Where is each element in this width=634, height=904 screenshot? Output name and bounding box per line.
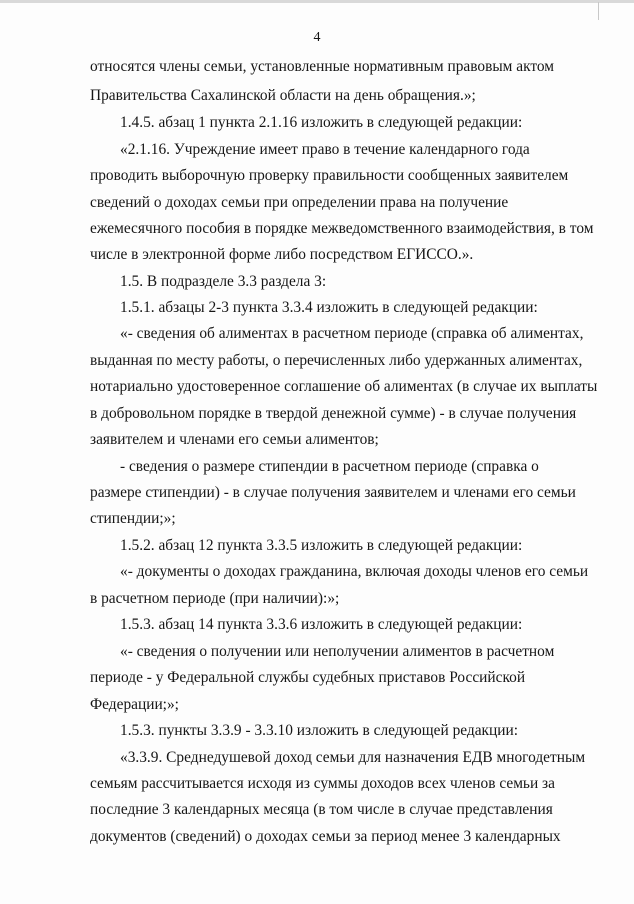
text-line: «- сведения о получении или неполучении алиментов в расчетном <box>120 643 555 660</box>
text-line: 1.4.5. абзац 1 пункта 2.1.16 изложить в следующей редакции: <box>120 114 523 131</box>
text-line: нотариально удостоверенное соглашение об алиментах (в случае их выплаты <box>90 378 598 395</box>
text-line: в расчетном периоде (при наличии):»; <box>90 590 340 607</box>
scan-artifact-line <box>598 2 599 20</box>
text-line: 1.5.3. пункты 3.3.9 - 3.3.10 изложить в следующей редакции: <box>120 722 519 739</box>
text-line: числе в электронной форме либо посредством ЕГИССО.». <box>90 246 474 263</box>
text-line: 1.5. В подразделе 3.3 раздела 3: <box>120 273 327 290</box>
text-line: «3.3.9. Среднедушевой доход семьи для назначения ЕДВ многодетным <box>120 749 586 766</box>
text-line: семьям рассчитывается исходя из суммы доходов всех членов семьи за <box>90 775 555 792</box>
page-top-edge <box>0 0 634 3</box>
text-line: последние 3 календарных месяца (в том числе в случае представления <box>90 801 553 818</box>
text-line: «- документы о доходах гражданина, включая доходы членов его семьи <box>120 563 589 580</box>
text-line: 1.5.1. абзацы 2-3 пункта 3.3.4 изложить в следующей редакции: <box>120 299 538 316</box>
text-line: - сведения о размере стипендии в расчетном периоде (справка о <box>120 458 539 475</box>
text-line: размере стипендии) - в случае получения заявителем и членами его семьи <box>90 484 576 501</box>
text-line: Правительства Сахалинской области на день обращения.»; <box>90 87 476 104</box>
page-number: 4 <box>313 30 321 45</box>
text-line: стипендии;»; <box>90 510 176 527</box>
text-line: выданная по месту работы, о перечисленных либо удержанных алиментах, <box>90 352 583 369</box>
text-line: документов (сведений) о доходах семьи за период менее 3 календарных <box>90 828 561 845</box>
text-line: заявителем и членами его семьи алиментов; <box>90 431 379 448</box>
text-line: относятся члены семьи, установленные нормативным правовым актом <box>90 58 555 75</box>
text-line: проводить выборочную проверку правильности сообщенных заявителем <box>90 167 569 184</box>
text-line: ежемесячного пособия в порядке межведомственного взаимодействия, в том <box>90 220 594 237</box>
text-line: периоде - у Федеральной службы судебных приставов Российской <box>90 669 526 686</box>
text-line: сведений о доходах семьи при определении права на получение <box>90 194 509 211</box>
text-line: 1.5.2. абзац 12 пункта 3.3.5 изложить в следующей редакции: <box>120 537 523 554</box>
text-line: «2.1.16. Учреждение имеет право в течение календарного года <box>120 141 530 158</box>
text-line: «- сведения об алиментах в расчетном периоде (справка об алиментах, <box>120 325 584 342</box>
text-line: 1.5.3. абзац 14 пункта 3.3.6 изложить в следующей редакции: <box>120 616 523 633</box>
text-line: в добровольном порядке в твердой денежной сумме) - в случае получения <box>90 405 577 422</box>
text-line: Федерации;»; <box>90 696 179 713</box>
